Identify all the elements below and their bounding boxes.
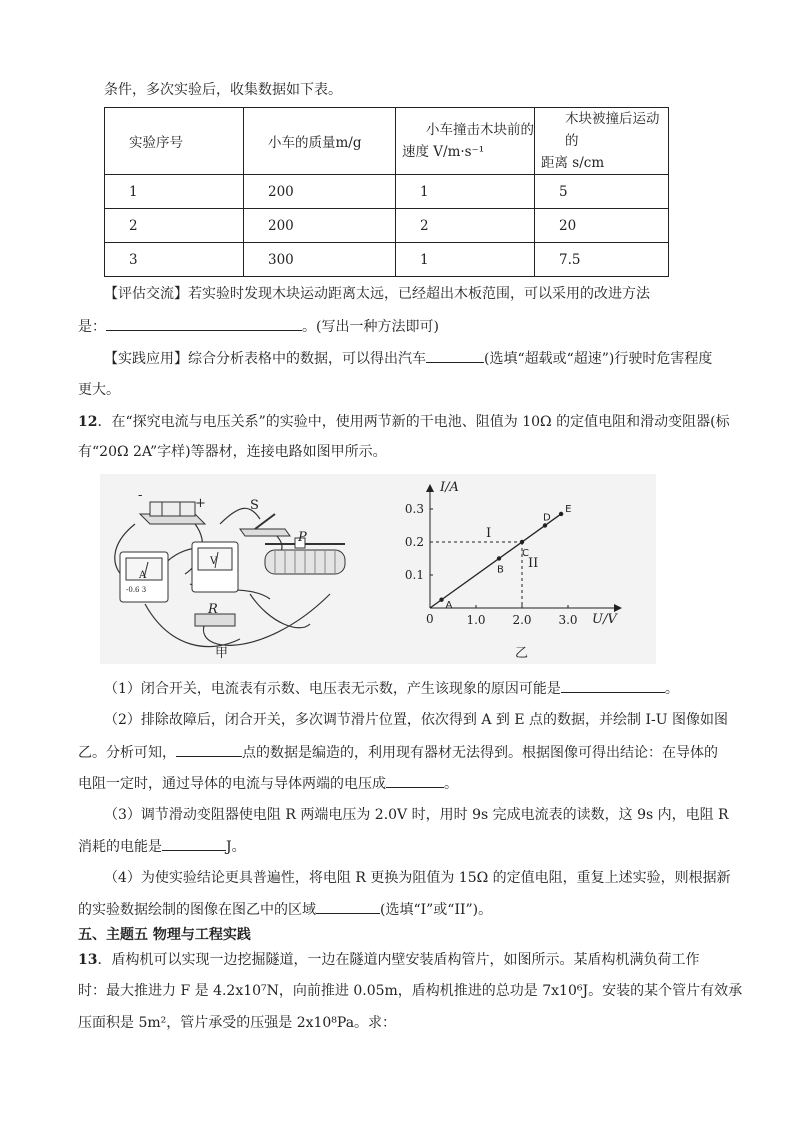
table-header-cell: 实验序号	[105, 108, 244, 175]
answer-blank[interactable]	[561, 678, 665, 693]
left-figure-caption: 甲	[215, 646, 229, 661]
intro-line: 条件，多次实验后，收集数据如下表。	[104, 82, 342, 98]
battery-plus-label: +	[195, 496, 206, 511]
answer-blank[interactable]	[386, 773, 444, 788]
question-number: 13	[78, 952, 98, 968]
table-header-cell: 木块被撞后运动的 距离 s/cm	[535, 108, 669, 175]
data-point	[559, 512, 563, 516]
q13-line-3: 压面积是 5m²，管片承受的压强是 2x10⁸Pa。求：	[78, 1015, 397, 1031]
y-axis-label: I/A	[440, 480, 459, 495]
answer-blank[interactable]	[162, 836, 226, 851]
x-tick-label: 3.0	[558, 613, 578, 627]
switch-label: S	[250, 498, 259, 513]
table-cell: 7.5	[535, 243, 669, 277]
practice-line-1: 【实践应用】综合分析表格中的数据，可以得出汽车 (选填“超载或“超速”)行驶时危害程度	[104, 348, 712, 369]
figure	[100, 474, 656, 664]
sub2-line-2: 乙。分析可知， 点的数据是编造的，利用现有器材无法得到。根据图像可得出结论：在导体的	[78, 742, 718, 763]
data-point-label: A	[445, 599, 453, 611]
answer-blank[interactable]	[176, 742, 242, 757]
data-point	[543, 523, 547, 527]
sub3-line-1: （3）调节滑动变阻器使电阻 R 两端电压为 2.0V 时，用时 9s 完成电流表的读数，这 9s 内，电阻 R	[104, 807, 729, 823]
practice-line-2: 更大。	[78, 382, 120, 398]
q13-line-2: 时：最大推进力 F 是 4.2x10⁷N，向前推进 0.05m，盾构机推进的总功是 7x10⁶J。安装的某个管片有效承	[78, 983, 743, 999]
region-2-label: II	[528, 556, 539, 571]
i-u-graph	[100, 474, 656, 664]
x-tick-label: 2.0	[512, 613, 532, 627]
resistor-label: R	[208, 602, 218, 617]
x-axis-label: U/V	[592, 612, 617, 627]
table-cell: 200	[244, 175, 396, 209]
voltmeter-label: V	[210, 556, 218, 567]
sub2-line-1: （2）排除故障后，闭合开关，多次调节滑片位置，依次得到 A 到 E 点的数据，并绘制 I-U 图像如图	[104, 712, 728, 728]
series-line	[430, 514, 561, 608]
table-cell: 1	[396, 175, 535, 209]
answer-blank[interactable]	[316, 899, 380, 914]
sub4-line-1: （4）为使实验结论更具普遍性，将电阻 R 更换为阻值为 15Ω 的定值电阻，重复上述实验，则根据新	[104, 870, 731, 886]
eval-line-1: 【评估交流】若实验时发现木块运动距离太远，已经超出木板范围，可以采用的改进方法	[104, 286, 650, 302]
y-tick-label: 0.1	[404, 568, 424, 582]
section-heading: 五、主题五 物理与工程实践	[78, 927, 251, 943]
table-row	[105, 243, 669, 277]
sub3-line-2: 消耗的电能是 J。	[78, 836, 246, 857]
table-header-cell: 小车的质量m/g	[244, 108, 396, 175]
question-number: 12	[78, 414, 98, 430]
data-point-label: B	[497, 564, 504, 576]
q12-line-1: 12．在“探究电流与电压关系”的实验中，使用两节新的干电池、阻值为 10Ω 的定值电阻和滑动变阻器(标	[78, 414, 730, 430]
table-cell: 200	[244, 209, 396, 243]
table-row	[105, 209, 669, 243]
sub4-line-2: 的实验数据绘制的图像在图乙中的区域 (选填“I”或“II”)。	[78, 899, 492, 920]
battery-minus-label: -	[138, 488, 143, 503]
table-cell: 2	[105, 209, 244, 243]
sub2-line-3: 电阻一定时，通过导体的电流与导体两端的电压成 。	[78, 773, 458, 794]
q12-line-2: 有“20Ω 2A”字样)等器材，连接电路如图甲所示。	[78, 444, 387, 460]
data-point	[439, 598, 443, 602]
data-point-label: C	[522, 548, 529, 559]
x-tick-label: 1.0	[466, 613, 486, 627]
answer-blank[interactable]	[106, 316, 302, 331]
ammeter-label: A	[139, 570, 147, 581]
table-cell: 5	[535, 175, 669, 209]
data-point-label: E	[565, 503, 572, 515]
table-cell: 20	[535, 209, 669, 243]
y-tick-label: 0.2	[404, 535, 424, 549]
slider-label: P	[298, 530, 307, 545]
q13-line-1: 13．盾构机可以实现一边挖掘隧道，一边在隧道内壁安装盾构管片，如图所示。某盾构机满负荷工作	[78, 952, 700, 968]
ammeter-terminals-label: -0.6 3	[126, 586, 147, 594]
data-point-label: D	[543, 512, 551, 524]
right-figure-caption: 乙	[515, 646, 529, 661]
data-point	[497, 556, 501, 560]
table-cell: 1	[396, 243, 535, 277]
table-header-row	[105, 108, 669, 175]
origin-label: 0	[426, 612, 434, 626]
table-row	[105, 175, 669, 209]
answer-blank[interactable]	[426, 348, 484, 363]
table-cell: 2	[396, 209, 535, 243]
sub1-line: （1）闭合开关，电流表有示数、电压表无示数，产生该现象的原因可能是 。	[104, 678, 679, 699]
eval-line-2: 是： 。(写出一种方法即可)	[78, 316, 439, 337]
data-table	[104, 107, 669, 277]
table-cell: 3	[105, 243, 244, 277]
data-point	[520, 540, 524, 544]
table-cell: 1	[105, 175, 244, 209]
table-header-cell: 小车撞击木块前的 速度 V/m·s⁻¹	[396, 108, 535, 175]
table-cell: 300	[244, 243, 396, 277]
region-1-label: I	[486, 526, 492, 541]
y-tick-label: 0.3	[404, 502, 424, 516]
